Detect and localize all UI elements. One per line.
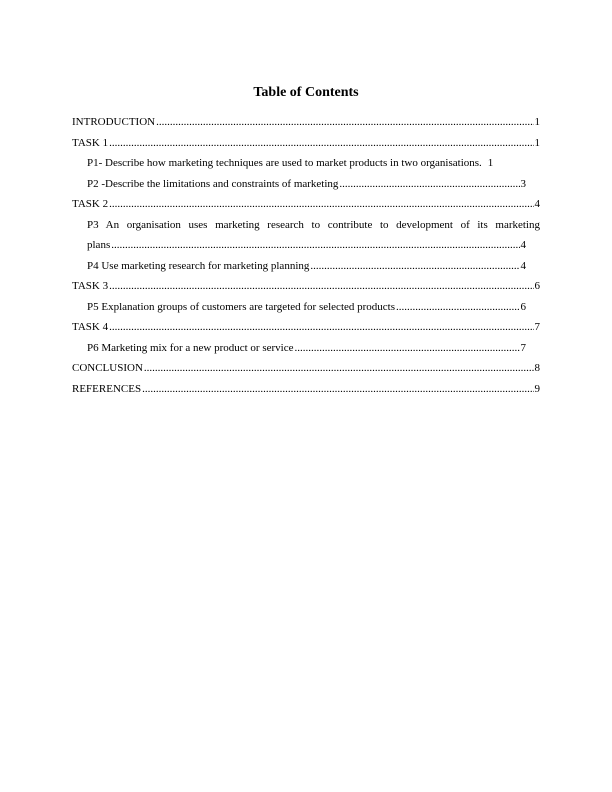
toc-page-number: 4 xyxy=(534,198,540,210)
toc-entry-p4[interactable] xyxy=(72,256,540,277)
toc-page-number: 7 xyxy=(534,321,540,333)
toc-leader xyxy=(109,317,533,338)
toc-entry-p2[interactable] xyxy=(72,174,540,195)
toc-page-number: 3 xyxy=(520,177,526,190)
toc-leader xyxy=(111,235,519,256)
toc-entry-p3[interactable] xyxy=(72,215,540,256)
toc-entry-task-1[interactable] xyxy=(72,133,540,154)
toc-page-number: 9 xyxy=(534,382,540,395)
toc-entry-label: P5 Explanation groups of customers are targeted for selected products xyxy=(87,300,396,313)
toc-leader xyxy=(295,338,520,359)
toc-entry-label: P4 Use marketing research for marketing planning xyxy=(87,259,310,272)
toc-entry-label: P1- Describe how marketing techniques are used to market products in two organisations. xyxy=(87,157,482,169)
toc-leader xyxy=(310,256,519,277)
toc-leader xyxy=(156,112,533,133)
toc-leader xyxy=(144,358,534,379)
toc-entry-p6[interactable] xyxy=(72,338,540,359)
toc-title: Table of Contents xyxy=(253,85,359,100)
toc-page-number: 8 xyxy=(534,362,540,374)
toc-leader xyxy=(339,174,519,195)
toc-entry-task-2[interactable] xyxy=(72,194,540,215)
toc-page-number: 1 xyxy=(534,116,540,128)
toc-entry-conclusion[interactable] xyxy=(72,358,540,379)
toc-leader xyxy=(109,276,533,297)
toc-entry-label: P3 An organisation uses marketing research to contribute to development of its marketing xyxy=(87,218,540,231)
toc-entry-continuation xyxy=(87,235,540,256)
toc-page-number: 4 xyxy=(520,239,526,251)
toc-entry-label: TASK 2 xyxy=(72,198,109,210)
toc-leader xyxy=(396,297,519,318)
toc-entry-label: P2 -Describe the limitations and constraints of marketing xyxy=(87,177,339,190)
toc-entry-p1[interactable] xyxy=(72,153,540,174)
toc-entry-label-continued: plans xyxy=(87,239,111,251)
toc-page-number: 6 xyxy=(520,300,526,313)
toc-entry-label: TASK 3 xyxy=(72,280,109,292)
toc-page-number: 4 xyxy=(520,259,526,272)
toc-entry-label: REFERENCES xyxy=(72,382,142,395)
toc-entry-task-3[interactable] xyxy=(72,276,540,297)
toc-entry-label: P6 Marketing mix for a new product or service xyxy=(87,341,294,354)
toc-page-number: 1 xyxy=(534,136,540,149)
toc-entry-introduction[interactable] xyxy=(72,112,540,133)
toc-entry-label: TASK 1 xyxy=(72,136,109,149)
toc-page-number: 6 xyxy=(534,280,540,292)
toc-list xyxy=(72,112,540,399)
toc-leader xyxy=(109,133,533,154)
toc-entry-label: INTRODUCTION xyxy=(72,116,156,128)
toc-entry-label: CONCLUSION xyxy=(72,362,143,374)
toc-page-number: 7 xyxy=(520,341,526,354)
toc-entry-p5[interactable] xyxy=(72,297,540,318)
toc-entry-label: TASK 4 xyxy=(72,321,109,333)
toc-page-number: 1 xyxy=(487,157,494,169)
toc-entry-task-4[interactable] xyxy=(72,317,540,338)
toc-leader xyxy=(109,194,533,215)
toc-leader xyxy=(142,379,533,400)
toc-entry-references[interactable] xyxy=(72,379,540,400)
